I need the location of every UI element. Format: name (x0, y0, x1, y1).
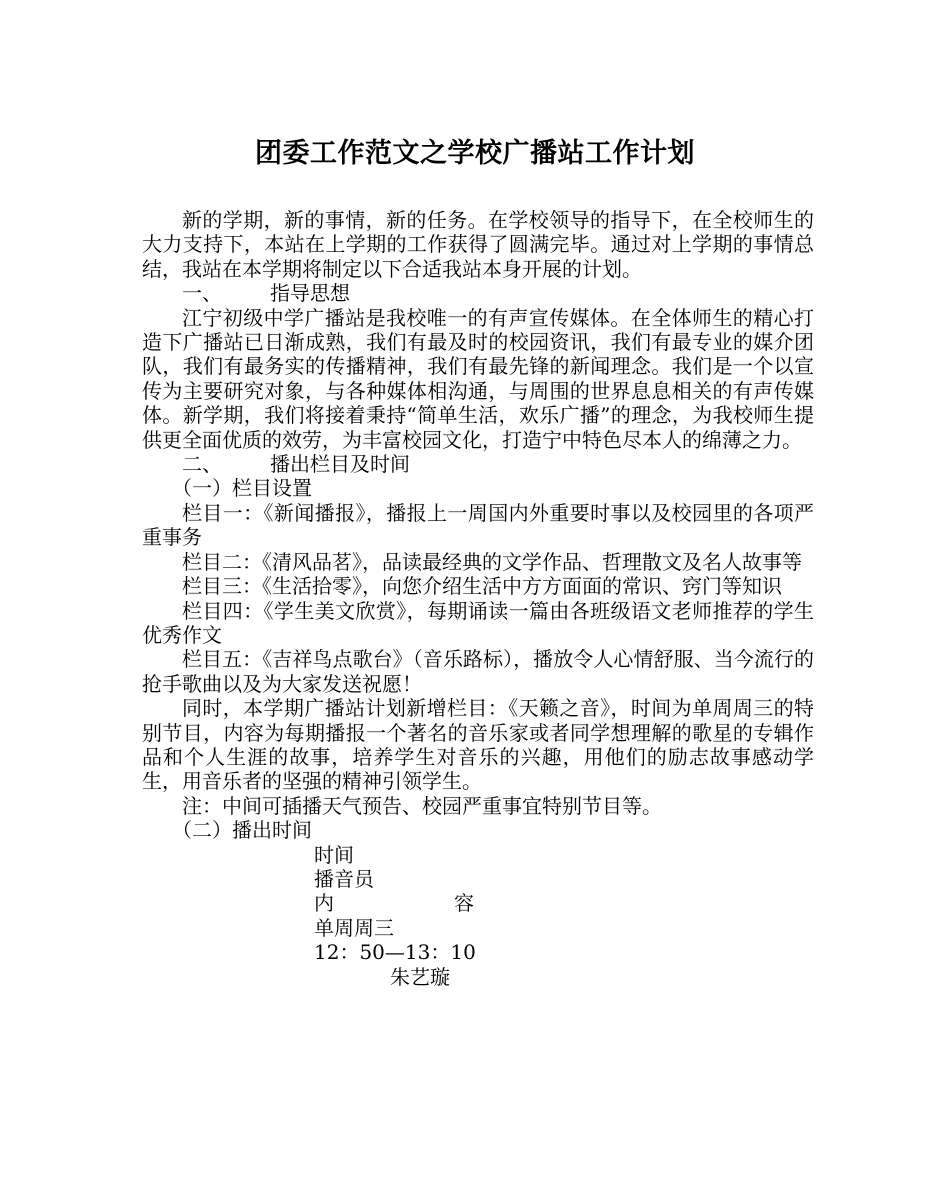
section-title-1: 指导思想 (270, 281, 350, 306)
schedule-header-announcer: 播音员 (314, 866, 374, 891)
schedule-row-day: 单周周三 (314, 915, 394, 940)
new-column-paragraph: 同时，本学期广播站计划新增栏目：《天籁之音》，时间为单周周三的特别节目，内容为每期播报一个著名的音乐家或者同学想理解的歌星的专辑作品和个人生涯的故事，培养学生对音乐的兴趣，用他们的励志故事感动学生，用音乐者的坚强的精神引领学生。 (142, 696, 814, 794)
subsection-heading-schedule: （二）播出时间 (172, 818, 312, 843)
section-number-1: 一、 (182, 281, 222, 306)
section-heading-2 (142, 452, 814, 476)
schedule-row-time: 12：50—13：10 (314, 940, 476, 965)
note-paragraph: 注：中间可插播天气预告、校园严重事宜特别节目等。 (182, 793, 662, 818)
schedule-table (142, 843, 814, 989)
column-item: 栏目一：《新闻播报》，播报上一周国内外重要时事以及校园里的各项严重事务 (142, 500, 814, 550)
section-heading-1 (142, 281, 814, 305)
column-item: 栏目四：《学生美文欣赏》，每期诵读一篇由各班级语文老师推荐的学生优秀作文 (142, 598, 814, 647)
intro-paragraph: 新的学期，新的事情，新的任务。在学校领导的指导下，在全校师生的大力支持下，本站在上学期的工作获得了圆满完毕。通过对上学期的事情总结，我站在本学期将制定以下合适我站本身开展的计划。 (142, 208, 814, 281)
schedule-row-announcer: 朱艺璇 (390, 964, 450, 989)
subsection-heading-columns: （一）栏目设置 (172, 476, 312, 501)
guiding-thought-paragraph: 江宁初级中学广播站是我校唯一的有声宣传媒体。在全体师生的精心打造下广播站已日渐成熟，我们有最及时的校园资讯，我们有最专业的媒介团队，我们有最务实的传播精神，我们有最先锋的新闻理念。我们是一个以宣传为主要研究对象，与各种媒体相沟通，与周围的世界息息相关的有声传媒体。新学期，我们将接着秉持“简单生活，欢乐广播”的理念，为我校师生提供更全面优质的效劳，为丰富校园文化，打造宁中特色尽本人的绵薄之力。 (142, 305, 814, 452)
schedule-header-content: 内 容 (314, 891, 474, 916)
column-item: 栏目三：《生活拾零》，向您介绍生活中方方面面的常识、窍门等知识 (182, 574, 782, 599)
document-body (142, 208, 814, 989)
schedule-header-time: 时间 (314, 842, 354, 867)
document-title: 团委工作范文之学校广播站工作计划 (255, 138, 695, 169)
column-item: 栏目二：《清风品茗》，品读最经典的文学作品、哲理散文及名人故事等 (182, 549, 802, 574)
column-item: 栏目五：《吉祥鸟点歌台》（音乐路标），播放令人心情舒服、当今流行的抢手歌曲以及为大家发送祝愿！ (142, 647, 814, 696)
section-number-2: 二、 (182, 452, 222, 477)
section-title-2: 播出栏目及时间 (270, 452, 410, 477)
